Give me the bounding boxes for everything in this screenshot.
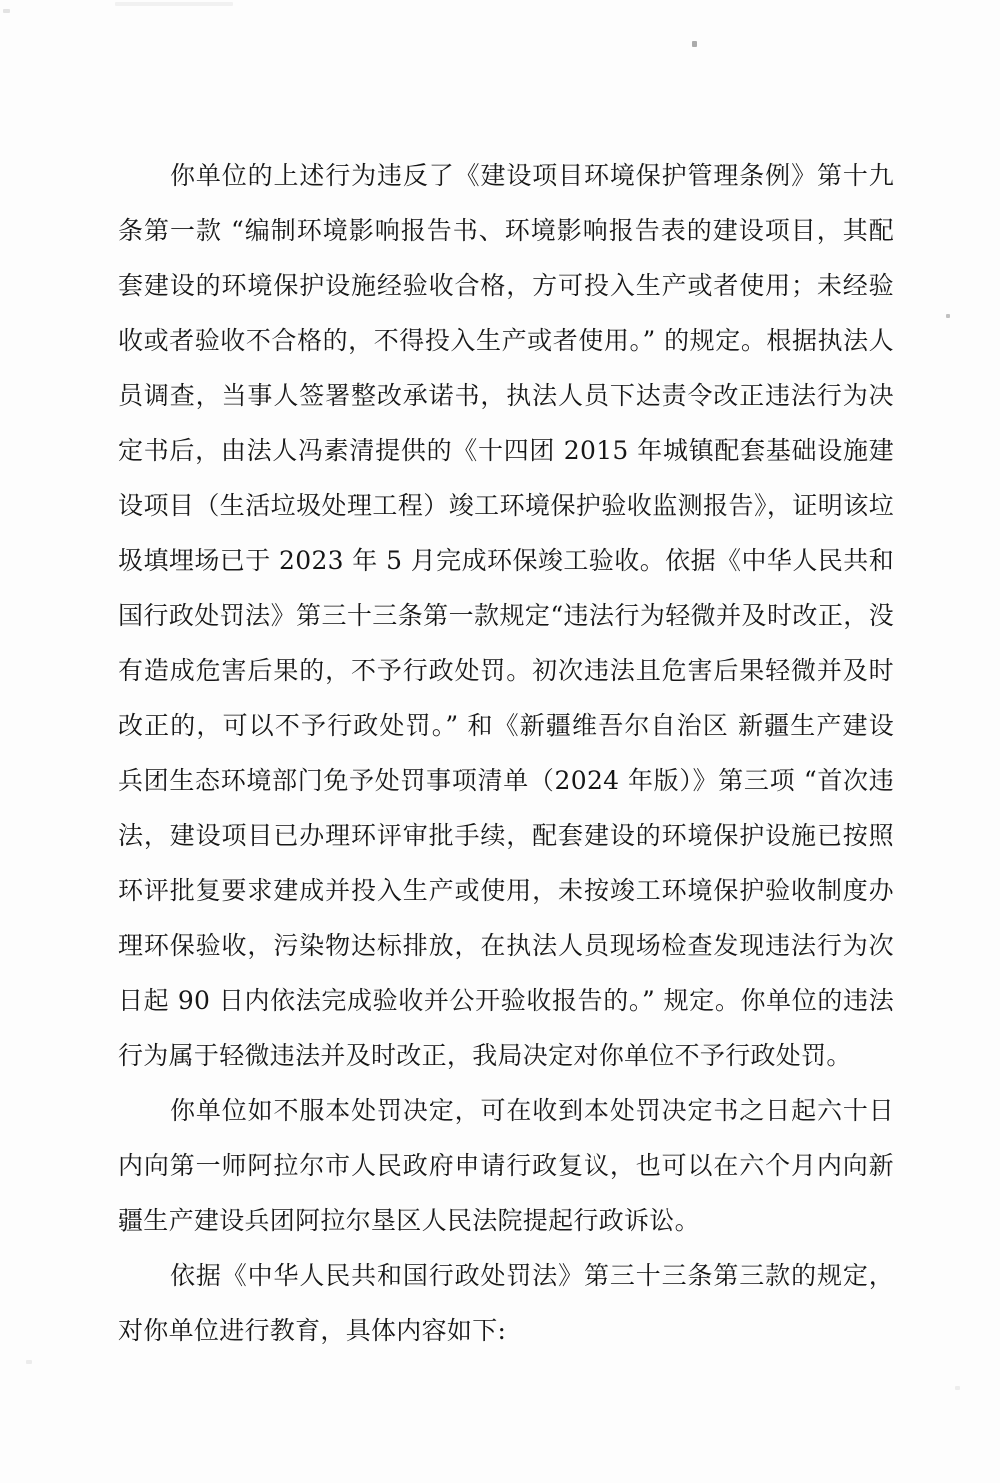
scan-artifact-dot <box>946 314 950 318</box>
paragraph-violation-findings-and-no-penalty-decision: 你单位的上述行为违反了《建设项目环境保护管理条例》第十九条第一款 “编制环境影响报告书、环境影响报告表的建设项目，其配套建设的环境保护设施经验收合格，方可投入生产或者使用；未经验收或者验收不合格的，不得投入生产或者使用。” 的规定。根据执法人员调查，当事人签署整改承诺书，执法人员下达责令改正违法行为决定书后，由法人冯素清提供的《十四团 2015 年城镇配套基础设施建设项目（生活垃圾处理工程）竣工环境保护验收监测报告》，证明该垃圾填埋场已于 2023 年 5 月完成环保竣工验收。依据《中华人民共和国行政处罚法》第三十三条第一款规定“违法行为轻微并及时改正，没有造成危害后果的，不予行政处罚。初次违法且危害后果轻微并及时改正的，可以不予行政处罚。” 和《新疆维吾尔自治区 新疆生产建设兵团生态环境部门免予处罚事项清单（2024 年版）》第三项 “首次违法，建设项目已办理环评审批手续，配套建设的环境保护设施已按照环评批复要求建成并投入生产或使用，未按竣工环境保护验收制度办理环保验收，污染物达标排放，在执法人员现场检查发现违法行为次日起 90 日内依法完成验收并公开验收报告的。” 规定。你单位的违法行为属于轻微违法并及时改正，我局决定对你单位不予行政处罚。 <box>118 161 894 1070</box>
scan-artifact-dot <box>955 1386 960 1390</box>
scan-artifact-dot <box>26 1360 32 1364</box>
document-body <box>118 0 894 1358</box>
paragraph-education-basis: 依据《中华人民共和国行政处罚法》第三十三条第三款的规定，对你单位进行教育，具体内容如下: <box>118 1261 894 1345</box>
paragraph-appeal-rights: 你单位如不服本处罚决定，可在收到本处罚决定书之日起六十日内向第一师阿拉尔市人民政府申请行政复议，也可以在六个月内向新疆生产建设兵团阿拉尔垦区人民法院提起行政诉讼。 <box>118 1096 894 1235</box>
scan-artifact-dot <box>3 9 10 13</box>
